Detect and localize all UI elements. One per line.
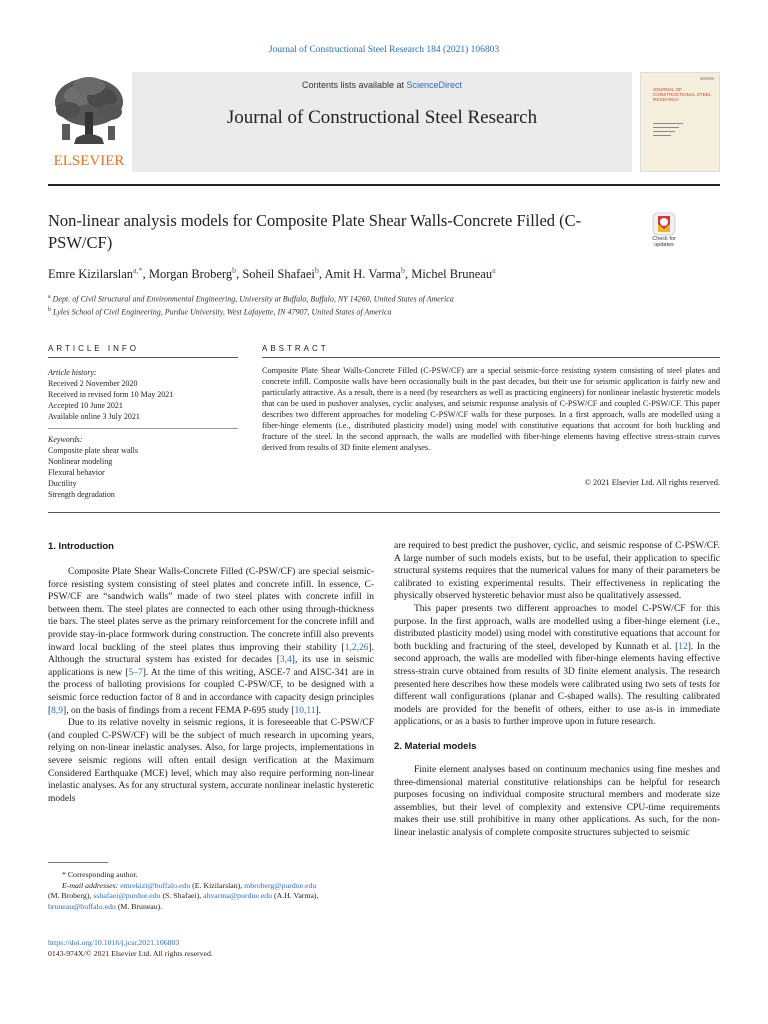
paragraph-text: ]. At the time of this writing, ASCE-7 and AISC-341 are in the process of balloting provisions for coupled C-PSW/CF, to be designed with a seismic force reduction factor of 8 and in accordance with capacity design principles [ [48, 667, 375, 716]
citation-link[interactable]: 1,2,26 [344, 642, 369, 653]
footnote-rule [48, 862, 108, 863]
email-label: E-mail addresses: [62, 880, 119, 890]
paragraph-text: This paper presents two different approaches to model C-PSW/CF for this purpose. In the first approach, walls are modelled using a fiber-hinge element (i.e., distributed plasticity model) using model with constitutive equations that account for both buckling and fracturing of the steel, developed by Kunnath et al. [ [394, 603, 720, 652]
author-separator: , [318, 267, 325, 282]
author-list [48, 266, 728, 282]
email-link[interactable]: sshafaei@purdue.edu [93, 891, 161, 900]
email-owner: (A.H. Varma), [272, 891, 319, 900]
author-name[interactable]: Amit H. Varma [324, 267, 401, 282]
cover-text-line [653, 123, 683, 124]
info-divider [48, 428, 238, 429]
abstract-heading: ABSTRACT [262, 344, 329, 353]
citation-link[interactable]: 8,9 [51, 705, 64, 716]
affiliation-marker: b [48, 306, 51, 313]
affiliations [48, 292, 728, 317]
article-history [48, 367, 238, 422]
keyword: Composite plate shear walls [48, 446, 138, 455]
email-owner: (E. Kizilarslan), [190, 880, 245, 890]
doi-link[interactable]: https://doi.org/10.1016/j.jcsr.2021.106803 [48, 938, 180, 947]
paragraph-text: ]. [315, 705, 322, 716]
author-affiliation-marker[interactable]: b [232, 266, 237, 275]
abstract-rule [262, 357, 720, 358]
email-link[interactable]: bruneau@buffalo.edu [48, 901, 116, 911]
abstract-copyright: © 2021 Elsevier Ltd. All rights reserved. [584, 478, 720, 487]
section-heading-introduction: 1. Introduction [48, 541, 114, 552]
citation-link[interactable]: 5–7 [128, 667, 143, 678]
masthead [48, 72, 720, 172]
crossmark-icon [644, 212, 684, 236]
author-affiliation-marker[interactable]: a [492, 266, 496, 275]
crossmark-label: Check for updates [652, 236, 676, 248]
paragraph: are required to best predict the pushover, cyclic, and seismic response of C-PSW/CF. A large number of such models exists, but to be useful, their application to specific structural systems requires that the numerical values for many of their parameters be calibrated to existing experimental results. Their effectiveness in replicating the physically observed hysteretic behavior must also be qualitatively assessed. [394, 541, 720, 602]
email-addresses [48, 881, 378, 892]
keywords-heading: Keywords: [48, 435, 83, 444]
contents-prefix: Contents lists available at [301, 80, 407, 90]
paragraph-text: ], on the basis of findings from a recent FEMA P-695 study [ [63, 705, 295, 716]
author-separator: , [404, 267, 412, 282]
paragraph-text: ]. Although the structural system has existed for decades [ [48, 642, 374, 666]
abstract-bottom-rule [48, 512, 720, 513]
article-title: Non-linear analysis models for Composite Plate Shear Walls-Concrete Filled (C-PSW/CF) [48, 211, 582, 252]
cover-text-line [653, 131, 675, 132]
keyword: Nonlinear modeling [48, 457, 113, 466]
cover-title: JOURNAL OF CONSTRUCTIONAL STEEL RESEARCH [653, 87, 712, 103]
paragraph: Due to its relative novelty in seismic regions, it is foreseeable that C-PSW/CF (and coupled C-PSW/CF) will be the subject of much research in upcoming years, relying on non-linear inelastic analyses. Also, for large projects, implementations in severe seismic regions will often entail design verification at the Maximum Considered Earthquake (MCE) level, which may also require performing non-linear inelastic analyses. As for any structural system, accurate nonlinear inelastic hysteretic models [48, 718, 374, 804]
body-left-column [48, 540, 374, 805]
email-owner: (S. Shafaei), [160, 891, 204, 900]
cover-text-line [653, 127, 679, 128]
author-separator: , [142, 267, 149, 282]
email-addresses-cont [48, 891, 378, 902]
paragraph: Finite element analyses based on continuum mechanics using fine meshes and three-dimensional material constitutive relationships can be helpful for research purposes focusing on individual composite structural members and moderate size assemblies, but their level of complexity and extensive CPU-time requirements makes their use still prohibitive in many other applications. As such, for the non-linear inelastic analysis of complete composite structures subjected to seismic [394, 764, 720, 838]
email-addresses-cont [48, 902, 378, 913]
keyword: Flexural behavior [48, 468, 105, 477]
journal-name: Journal of Constructional Steel Research [226, 107, 538, 128]
elsevier-tree-icon [48, 72, 130, 172]
keywords [48, 434, 238, 500]
corresponding-label: Corresponding author. [67, 870, 138, 879]
email-owner: (M. Bruneau). [115, 901, 163, 911]
masthead-banner [132, 72, 632, 172]
issn-copyright: 0143-974X/© 2021 Elsevier Ltd. All rights reserved. [48, 948, 213, 958]
masthead-rule [48, 184, 720, 186]
email-link[interactable]: mbroberg@purdue.edu [244, 880, 317, 890]
author-name[interactable]: Emre Kizilarslan [48, 267, 134, 282]
body-right-column [394, 540, 720, 839]
journal-cover-thumbnail[interactable] [640, 72, 720, 172]
article-info-heading: ARTICLE INFO [48, 344, 139, 353]
history-item: Available online 3 July 2021 [48, 412, 140, 421]
history-item: Accepted 10 June 2021 [48, 401, 123, 410]
history-item: Received 2 November 2020 [48, 379, 138, 388]
crossmark-badge[interactable] [644, 212, 684, 254]
journal-citation[interactable]: Journal of Constructional Steel Research 184 (2021) 106803 [268, 45, 500, 55]
citation-link[interactable]: 3,4 [279, 655, 292, 666]
sciencedirect-link[interactable]: ScienceDirect [406, 80, 463, 90]
cover-corner-mark [700, 77, 714, 80]
citation-link[interactable]: 10,11 [294, 705, 316, 716]
history-item: Received in revised form 10 May 2021 [48, 390, 174, 399]
author-affiliation-marker[interactable]: b [314, 266, 319, 275]
author-name[interactable]: Michel Bruneau [411, 267, 493, 282]
corresponding-author-note [48, 870, 378, 881]
asterisk-marker: * [62, 870, 68, 879]
author-affiliation-marker[interactable]: a,* [133, 266, 143, 275]
keyword: Strength degradation [48, 490, 115, 499]
footnotes [48, 870, 378, 912]
abstract-text: Composite Plate Shear Walls-Concrete Filled (C-PSW/CF) are a special seismic-force resisting system consisting of steel plates and concrete infill. Composite walls have been occasionally built in the past decades, but their use for seismic application is fairly new and particularly attractive. As a result, there is a need (by researchers as well as practicing engineers) for nonlinear inelastic hysteretic models that can be used in pushover analyses, cyclic analyses, and seismic response analysis of C-PSW/CF and coupled C-PSW/CF. This paper describes two different approaches for modeling C-PSW/CF walls for these purposes. In a first approach, walls are modelled using a fiber-hinge elements (i.e., distributed plasticity model) using model with constitutive equations that account for both buckling and fracture of the steel. In the second approach, the walls are modelled with fiber-hinge elements having effective stress-strain curves derived from results of 3D finite element analyses. [262, 366, 720, 452]
author-affiliation-marker[interactable]: b [400, 266, 405, 275]
section-heading-material-models: 2. Material models [394, 740, 477, 752]
citation-link[interactable]: 12 [678, 641, 688, 652]
email-link[interactable]: ahvarma@purdue.edu [203, 891, 273, 900]
email-link[interactable]: emrekizi@buffalo.edu [120, 880, 191, 890]
history-heading: Article history: [48, 368, 97, 377]
email-owner: (M. Broberg), [48, 891, 94, 900]
affiliation-text: Dept. of Civil Structural and Environmental Engineering, University at Buffalo, Buffalo, NY 14260, United States of America [52, 294, 454, 304]
author-separator: , [236, 267, 243, 282]
paragraph-text: ], its use in seismic applications is new [ [48, 655, 374, 678]
publisher-wordmark: ELSEVIER [53, 153, 125, 169]
author-name[interactable]: Soheil Shafaei [242, 267, 315, 282]
cover-text-line [653, 135, 671, 136]
author-name[interactable]: Morgan Broberg [148, 267, 233, 282]
elsevier-logo[interactable] [48, 72, 130, 172]
paragraph-text: ]. In the second approach, the walls are modelled with fiber-hinge elements having effective stress-strain curve obtained from results of 3D finite element analysis. The research presented here describes how these models were calibrated using two sets of tests for different wall configurations (planar and C-shaped walls). The resulting calibrated models are provided for the benefit of others, either to use as-is in immediate applications, or as a basis to further improve upon in future research. [394, 641, 720, 728]
affiliation-item [48, 292, 728, 305]
paragraph-text: Composite Plate Shear Walls-Concrete Filled (C-PSW/CF) are special seismic-force resisting system consisting of steel plates and concrete infill. In essence, C-PSW/CF are “sandwich walls” made of two steel plates with concrete infill in between them. The steel plates are connected to each other using through-thickness tie bars. The steel plates serve as the primary reinforcement for the concrete infill and provide stay-in-place formwork during construction. The concrete infill also prevents inward local buckling of the steel plates thus improving their stability [ [48, 567, 374, 653]
info-rule [48, 357, 238, 358]
affiliation-item [48, 305, 728, 318]
keyword: Ductility [48, 479, 77, 488]
article-identifiers [48, 938, 378, 959]
affiliation-marker: a [48, 294, 51, 300]
contents-available-line [132, 80, 632, 90]
affiliation-text: Lyles School of Civil Engineering, Purdue University, West Lafayette, IN 47907, United States of America [53, 307, 392, 317]
paragraph [48, 566, 374, 717]
paragraph [394, 603, 720, 729]
